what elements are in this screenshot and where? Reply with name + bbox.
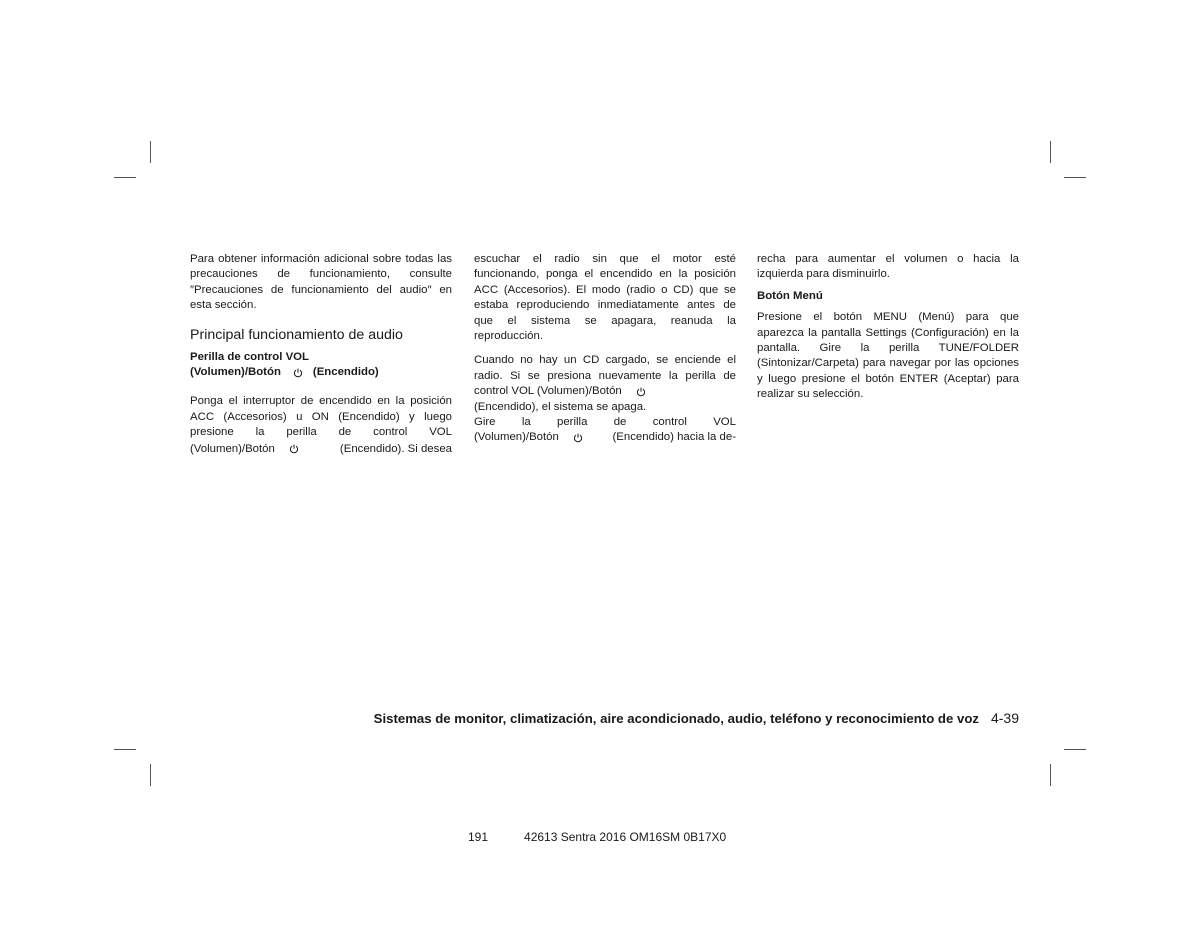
power-icon — [636, 387, 646, 397]
power-icon — [289, 444, 299, 454]
paragraph: escuchar el radio sin que el motor esté funcionando, ponga el encendido en la posición ACC (Accesorios). El modo (radio o CD) que se estaba reproduciendo inmediatamente antes de que el sistema se apagara, reanuda la reproducción. — [474, 253, 736, 343]
column-3 — [757, 252, 1019, 409]
text-fragment: (Encendido). Si desea — [339, 442, 452, 455]
crop-mark — [1064, 749, 1086, 750]
text-fragment: (Volumen)/Botón — [190, 442, 275, 455]
crop-mark — [150, 141, 151, 163]
doc-info — [468, 830, 726, 844]
subheading-vol-knob — [190, 350, 452, 381]
paragraph: (Encendido), el sistema se apaga. — [474, 400, 647, 413]
column-1 — [190, 252, 452, 457]
menu-button-heading: Botón Menú — [757, 289, 823, 302]
subheading-text-a: (Volumen)/Botón — [190, 366, 281, 379]
paragraph: Cuando no hay un CD cargado, se enciende el radio. Si se presiona nuevamente la perilla de — [474, 354, 736, 382]
sheet-number: 191 — [468, 830, 489, 844]
paragraph: recha para aumentar el volumen o hacia la izquierda para disminuirlo. — [757, 253, 1019, 281]
paragraph-line — [474, 430, 736, 445]
paragraph-line — [474, 384, 736, 399]
section-title: Principal funcionamiento de audio — [190, 326, 403, 343]
subheading-line1: Perilla de control VOL — [190, 350, 309, 363]
paragraph: Gire la perilla de control VOL — [474, 416, 736, 429]
crop-mark — [114, 177, 136, 178]
power-icon — [293, 368, 303, 378]
crop-mark — [1064, 177, 1086, 178]
page-number: 4-39 — [990, 710, 1019, 726]
text-fragment: (Volumen)/Botón — [474, 431, 559, 444]
crop-mark — [1050, 141, 1051, 163]
subheading-line2 — [190, 365, 452, 380]
power-icon — [573, 433, 583, 443]
chapter-title: Sistemas de monitor, climatización, aire acondicionado, audio, teléfono y reconocimiento de voz — [373, 711, 979, 726]
chapter-footer — [374, 710, 1019, 726]
power-on-paragraph-line — [190, 442, 452, 457]
text-fragment: control VOL (Volumen)/Botón — [474, 385, 622, 398]
crop-mark — [150, 764, 151, 786]
intro-paragraph: Para obtener información adicional sobre todas las precauciones de funcionamiento, consulte ″Precauciones de funcionamiento del audio″ en esta sección. — [190, 253, 452, 312]
power-on-paragraph: Ponga el interruptor de encendido en la posición ACC (Accesorios) u ON (Encendido) y luego presione la perilla de control VOL — [190, 395, 452, 439]
subheading-text-b: (Encendido) — [312, 366, 379, 379]
paragraph: Presione el botón MENU (Menú) para que aparezca la pantalla Settings (Configuración) en la pantalla. Gire la perilla TUNE/FOLDER (Sintonizar/Carpeta) para navegar por las opciones y luego presione el botón ENTER (Aceptar) para realizar su selección. — [757, 311, 1019, 401]
text-fragment: (Encendido) hacia la de- — [612, 431, 736, 444]
crop-mark — [1050, 764, 1051, 786]
doc-code: 42613 Sentra 2016 OM16SM 0B17X0 — [524, 830, 727, 844]
crop-mark — [114, 749, 136, 750]
column-2 — [474, 252, 736, 446]
